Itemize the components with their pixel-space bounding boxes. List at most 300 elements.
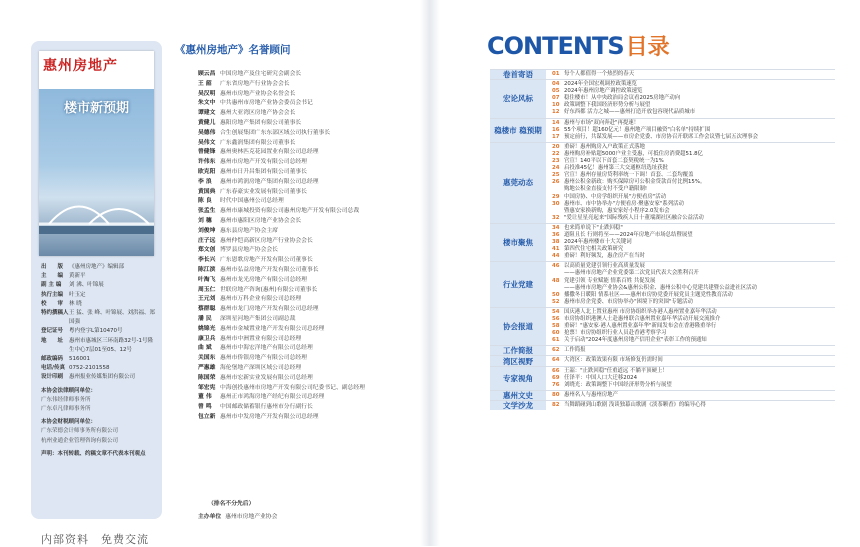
toc-item[interactable] [552,215,835,222]
masthead-info [41,263,157,459]
toc-section-label: 宏论风标 [490,80,546,117]
advisor-role: 广东省房地产行业协会会长 [220,80,290,87]
contents-title [487,30,670,61]
toc-item[interactable] [552,270,835,277]
advisor-name: 李 浪 [198,178,212,185]
advisor-role: 惠州市弘益房地产开发有限公司董事长 [220,266,319,273]
toc-section-label: 楼市聚焦 [490,224,546,261]
masthead-row [41,373,157,382]
advisor-row [198,119,398,129]
advisor-row [198,129,398,139]
toc-page-number [552,186,564,193]
masthead-row [41,272,157,281]
advisor-row [198,403,398,413]
advisor-name: 张孟生 [198,208,216,215]
advisor-name: 董 伟 [198,394,212,401]
toc-item-title: 暨惠安家换新购，惠安家好小程序2.0发布会 [564,207,670,214]
masthead-row [41,309,157,327]
advisor-row [198,237,398,247]
advisory-list [198,70,398,423]
toc-page-number: 12 [552,109,560,116]
advisor-name: 朱文中 [198,100,216,107]
advisor-role: 惠州市中发房地产开发有限公司总经理 [220,413,319,420]
toc-item-title: 当舞蹈碰到山歌剧 浅谈独幕山歌剧《淡茶颗香》的编导心得 [564,401,706,408]
advisor-name: 谭建文 [198,110,216,117]
toc-item[interactable] [552,299,835,306]
toc-item[interactable] [552,382,835,389]
toc-item-title: 2024年惠州楼市十大关键词 [564,239,632,246]
toc-item[interactable] [552,278,835,285]
advisor-row [198,305,398,315]
advisor-role: 惠州正市鸿海房地产经纪有限公司总经理 [220,394,325,401]
advisor-row [198,188,398,198]
masthead-key: 主 编 [41,273,64,280]
toc-section-items [546,401,835,410]
advisor-name: 曲 斌 [198,345,212,352]
toc-item-title: 中国房协、中房学组织开展"方便看房"活动 [564,193,666,200]
toc-item-title: 刘晓光：政策调整下中国经济形势分析与展望 [564,381,672,388]
toc-item-title: 道阻且长 行则将至——2024年房地产市场总结暨展望 [564,231,693,238]
table-of-contents [490,69,835,410]
advisor-role: 惠州市万科企业有限公司总经理 [220,296,302,303]
organizer-name: 惠州市房地产业协会 [225,514,278,520]
advisor-role: 惠州市中海宏洋地产有限公司总经理 [220,345,313,352]
advisor-row [198,197,398,207]
advisor-row [198,217,398,227]
toc-page-number: 20 [552,143,560,150]
toc-section [490,400,835,410]
toc-item-title: 官宣！140平以下首套二套契税统一为1% [564,158,664,165]
bridge-illustration [39,184,154,234]
masthead-row [41,300,157,309]
organizer-label: 主办单位 [198,514,222,520]
advisor-role: 深圳星河地产集团公司副总裁 [220,315,296,322]
advisor-name: 曾健锋 [198,149,216,156]
toc-item-title: 重磅！利好频发，惠企房产在当时 [564,253,645,260]
toc-section-label: 卷首寄语 [490,70,546,79]
toc-item-title: "爱让星星亮起来"国际残疾人日十董端湖社区融合公益活动 [564,214,704,221]
advisor-row [198,168,398,178]
advisor-row [198,80,398,90]
toc-item-title: 2024年全国宏观调控政策速览 [564,81,638,88]
masthead-key: 特约撰稿人 [41,310,69,317]
toc-section [490,261,835,307]
advisor-row [198,246,398,256]
toc-section-items [546,119,835,142]
legal-advisor-2: 广东卓凡律师事务所 [41,406,91,413]
advisor-role: 广东春豪实业发展有限公司董事长 [220,188,307,195]
toc-item[interactable] [552,186,835,193]
advisor-row [198,295,398,305]
toc-section-items [546,367,835,390]
advisor-name: 康卫兵 [198,335,216,342]
toc-item[interactable] [552,368,835,375]
toc-item-title: 工作简报 [564,347,586,354]
organizer [198,511,277,520]
toc-item[interactable] [552,375,835,382]
toc-item-title: 以高质量党建引领行业高质量发展 [564,263,645,270]
advisor-role: 世联房地产咨询(惠州)有限公司董事长 [220,286,318,293]
toc-item-title: ——惠州市房地产业协会&惠州公积金、惠州公积中心党建共建暨公益进社区活动 [564,284,757,291]
toc-section-label: 湾区视野 [490,356,546,365]
toc-item-title: 也来简单说下"止跌回稳" [564,224,623,231]
toc-page-number [552,270,564,277]
toc-item[interactable] [552,144,835,151]
advisor-row [198,384,398,394]
advisor-name: 刘俊坤 [198,227,216,234]
advisor-row [198,315,398,325]
advisor-role: 时代中国惠州公司总经理 [220,198,284,205]
toc-section [490,345,835,355]
toc-section [490,307,835,345]
toc-item[interactable] [552,71,835,78]
toc-item-title: 购地公积金直接支付不受户籍限制! [564,186,648,193]
finance-advisor-1: 广东荣德会计师事务所有限公司 [41,428,119,435]
toc-page-number: 64 [552,357,560,364]
masthead-key: 校 审 [41,300,64,307]
toc-page-number: 01 [552,71,560,77]
toc-page-number: 62 [552,347,560,354]
advisor-role: 惠州市惠阳区房地产业协会会长 [220,217,302,224]
toc-item-title: 2024年惠州房地产调控政策速览 [564,88,643,95]
advisor-row [198,207,398,217]
toc-item[interactable] [552,151,835,158]
masthead-key: 设计印刷 [41,374,64,381]
toc-page-number: 07 [552,95,560,102]
advisor-name: 王 韶 [198,80,212,87]
toc-page-number: 34 [552,224,560,231]
masthead-value: 《惠州房地产》编辑部 [69,264,125,270]
advisor-name: 曾 鸣 [198,404,212,411]
advisor-name: 吴伟文 [198,139,216,146]
toc-item-title: 政策调整下我国经济形势分析与展望 [564,102,651,109]
toc-item[interactable] [552,201,835,208]
advisor-role: 博罗县房地产协会会长 [220,247,278,254]
masthead-card [31,41,162,546]
advisor-role: 广东鑫润集团有限公司董事长 [220,139,296,146]
masthead-value: 黄新平 [69,273,86,280]
toc-page-number: 38 [552,239,560,246]
advisor-row [198,266,398,276]
masthead-value: 刘 沸、叶锦展 [69,282,104,289]
toc-page-number [552,208,564,215]
toc-item-title: 国庆港人北上置业惠州 市房协组织举办港人惠州置业嘉年华活动 [564,308,717,315]
toc-item-title: 关于启动"2024年度惠州房地产信用企业"表彰工作的预通知 [564,337,707,344]
advisor-name: 顾云昌 [198,71,216,77]
toc-item-title: 重磅！"惠安家·港人惠州置业嘉年华"新闻发布会在香港隆重举行 [564,323,717,330]
advisor-role: 惠州市房地产开发有限公司总经理 [220,159,307,166]
masthead-key: 电话/传真 [41,365,66,372]
advisor-role: 惠州市龙光房地产有限公司总经理 [220,276,307,283]
toc-page-number: 60 [552,330,560,337]
toc-item[interactable] [552,285,835,292]
advisor-name: 刘 穗 [198,217,212,224]
advisor-name: 邹宏宪 [198,384,216,391]
toc-page-number: 46 [552,263,560,270]
toc-item-title: 抢票！市房协组织行业人员赴香港考察学习 [564,330,667,337]
masthead-row [41,291,157,300]
toc-page-number: 82 [552,401,560,408]
advisor-row [198,70,398,80]
toc-item[interactable] [552,253,835,260]
toc-item[interactable] [552,120,835,127]
masthead-key: 邮政编码 [41,356,64,363]
toc-page-number: 36 [552,231,560,238]
advisor-role: 惠东县房地产协会主席 [220,227,278,234]
toc-page-number: 24 [552,165,560,172]
toc-section-label: 稳楼市 稳预期 [490,119,546,142]
advisor-name: 陈国荣 [198,374,216,381]
advisor-row [198,139,398,149]
advisor-role: 惠阳房地产集团有限公司董事长 [220,119,302,126]
toc-section [490,118,835,142]
toc-section-items [546,143,835,223]
toc-page-number: 16 [552,126,560,133]
toc-item[interactable] [552,208,835,215]
toc-page-number: 50 [552,291,560,298]
toc-item[interactable] [552,337,835,344]
toc-item-title: 播撒冬日暖阳 情系社区——惠州市房协党委开展党员主题党性教育活动 [564,291,733,298]
toc-section-items [546,262,835,307]
magazine-cover [39,51,154,256]
toc-page-number: 14 [552,119,560,126]
toc-page-number: 76 [552,381,560,388]
toc-item[interactable] [552,309,835,316]
finance-advisor-2: 杭州业通企业管理咨询有限公司 [41,437,119,444]
advisor-row [198,256,398,266]
toc-page-number: 30 [552,200,560,207]
toc-section [490,223,835,261]
toc-page-number: 29 [552,193,560,200]
masthead-value: 516001 [69,356,90,363]
statement: 声明：本刊转载、约稿文章不代表本刊观点 [41,450,146,457]
toc-item-title: 好东西都 活力之城——惠州打造开放包容现代品质城市 [564,109,696,116]
toc-item-title: 惠州市、市中协举办"方便看房·聚惠安家"系列活动 [564,200,684,207]
toc-section [490,142,835,223]
toc-section-items [546,308,835,345]
toc-page-number: 66 [552,367,560,374]
advisor-name: 叶淘飞 [198,276,216,283]
toc-item[interactable] [552,127,835,134]
cover-headline: 楼市新预期 [63,101,129,116]
toc-section-label: 惠莞动态 [490,143,546,223]
advisor-name: 黄国典 [198,188,216,195]
advisor-role: 海伦堡地产深圳区域公司总经理 [220,364,302,371]
advisor-row [198,286,398,296]
toc-item-title: 预定前行，共谋发展——市房企党委、市房协召开联席工作会议暨七届五次理事会 [564,133,759,140]
toc-item-title: 王韶："止跌回稳"任重道远 不躺平顶硬上！ [564,367,668,374]
masthead-value: 叶玉定 [69,291,86,298]
advisor-row [198,335,398,345]
toc-page-number: 32 [552,214,560,221]
advisor-row [198,374,398,384]
toc-page-number: 61 [552,337,560,344]
advisor-row [198,325,398,335]
toc-item-title: 市房协组织港澳人士赴惠州联合惠州置业嘉年华活动开展交流推介 [564,316,721,322]
toc-page-number: 44 [552,253,560,260]
advisor-name: 姚锦光 [198,325,216,332]
toc-item-title: 惠州购房补贴超5000户业主受惠，可抵住房消费超51.8亿 [564,150,703,157]
advisor-role: 中国邮政储蓄银行惠州市分行副行长 [220,404,313,411]
toc-page-number: 41 [552,246,560,253]
advisor-row [198,364,398,374]
advisor-row [198,109,398,119]
toc-section-items [546,70,835,79]
masthead-value: 惠州报业传媒集团有限公司 [69,374,136,381]
legal-advisor-title: 本协会法律顾问单位： [41,387,97,394]
toc-page-number [552,285,564,292]
advisor-role: 惠州奥林匹克花园置业有限公司总经理 [220,149,319,156]
toc-section [490,355,835,365]
toc-item[interactable] [552,347,835,354]
advisor-name: 许伟东 [198,159,216,166]
advisor-name: 吴汉明 [198,90,216,97]
advisor-role: 惠州市房地产业协会名誉会长 [220,90,296,97]
advisor-name: 潘 民 [198,315,212,322]
legal-advisor-1: 广东伟经律师事务所 [41,396,91,403]
advisor-row [198,178,398,188]
toc-page-number: 69 [552,374,560,381]
advisory-note: （排名不分先后） [208,501,255,507]
toc-item-title: 惠州与市场"双向奔赴"再提速！ [564,119,640,126]
page-spine [420,0,440,546]
toc-section [490,69,835,79]
advisor-row [198,90,398,100]
toc-item-title: 惠州市房企党委、市房协举办"困境下的突围"专题活动 [564,298,693,305]
advisor-name: 王元刘 [198,296,216,303]
masthead-value: 王 猛、张 峰、叶锦展、刘洪福、郑国强 [69,310,155,326]
masthead-row [41,364,157,373]
masthead-value: 粤内登字L第10470号 [69,328,123,335]
advisor-name: 欧克阳 [198,168,216,175]
advisor-name: 蔡群聪 [198,306,216,313]
advisor-role: 中海创投惠州市房地产开发有限公司纪委书记、副总经理 [220,384,365,391]
toc-section-label: 工作简报 [490,346,546,355]
toc-section-items [546,224,835,261]
toc-item-title: 官宣！惠州存量房贷利率统一下调！首套、二套均覆盖 [564,172,694,179]
advisor-role: 中共惠州市房地产业协会委员会书记 [220,100,313,107]
advisor-row [198,276,398,286]
toc-item[interactable] [552,402,835,409]
toc-item-title: 任泽平：中国人口大迁移2024 [564,374,638,381]
contents-title-zh: 目录 [625,35,670,60]
advisor-name: 吴德伟 [198,129,216,136]
advisor-role: 惠州市鸿润房地产集团有限公司总经理 [220,178,319,185]
advisor-role: 惠州大亚湾区房地产协会会长 [220,110,296,117]
toc-section-items [546,356,835,365]
toc-section-label: 专家视角 [490,367,546,390]
advisor-row [198,148,398,158]
advisor-role: 惠州市日升昌集团有限公司董事长 [220,168,307,175]
advisor-role: 惠州市金城置业地产开发有限公司总经理 [220,325,325,332]
toc-section-label: 协会报道 [490,308,546,345]
advisor-row [198,344,398,354]
advisor-row [198,354,398,364]
toc-page-number: 25 [552,172,560,179]
masthead-key: 登记证号 [41,328,64,335]
toc-item-title: 大湾区：政策效果有限 市场修复仍需时间 [564,357,663,364]
finance-advisor-title: 本协会财税顾问单位： [41,419,97,426]
toc-item[interactable] [552,134,835,141]
toc-section-items [546,391,835,400]
toc-item-title: ——惠州市房地产企业党委第二次党员代表大会胜利召开 [564,270,699,277]
toc-item-title: 55个项目！超160亿元！惠州地产项目融资"白名单"持续扩围 [564,126,711,133]
advisor-role: 广东恩歌房地产开发有限公司董事长 [220,257,313,264]
toc-section [490,79,835,117]
masthead-key: 执行主编 [41,291,64,298]
advisor-name: 周玉仁 [198,286,216,293]
toc-page-number: 26 [552,179,560,186]
toc-item-title: 每个人都值得一个热烈的春天 [564,71,635,77]
advisor-role: 惠州市宏新实业发展有限公司总经理 [220,374,313,381]
advisor-role: 惠州仲恺高新区房地产行业协会会长 [220,237,313,244]
advisor-name: 庄子远 [198,237,216,244]
advisor-role: 惠州市侨银房地产有限公司总经理 [220,355,307,362]
toc-section [490,390,835,400]
toc-section-label: 行业党建 [490,262,546,307]
advisor-row [198,227,398,237]
toc-item-title: 惠州公积金新政：购买保障房可公积金贷款首付比例15%。 [564,179,706,186]
masthead-row [41,337,157,355]
masthead-row [41,263,157,272]
toc-item[interactable] [552,357,835,364]
masthead-value: 林 晓 [69,300,82,307]
toc-page-number: 23 [552,158,560,165]
advisor-name: 陈江滨 [198,266,216,273]
advisor-role: 惠州市中洲置业有限公司总经理 [220,335,302,342]
advisor-name: 陈 良 [198,198,212,205]
toc-page-number: 52 [552,298,560,305]
toc-item[interactable] [552,109,835,116]
masthead-row [41,281,157,290]
toc-section-label: 惠州文史 [490,391,546,400]
masthead-row [41,355,157,364]
advisor-role: 合生创展集团广东东部区域公司执行董事长 [220,129,331,136]
toc-page-number: 80 [552,391,560,398]
advisor-name: 包立新 [198,413,216,420]
toc-page-number: 58 [552,323,560,330]
advisory-title: 《惠州房地产》名誉顾问 [175,44,291,56]
advisor-role: 惠州市龙门房地产开发有限公司总经理 [220,306,319,313]
masthead-key: 副 主 编 [41,282,62,289]
toc-page-number: 48 [552,277,560,284]
advisor-name: 李长兴 [198,257,216,264]
toc-item-title: 惠州名人与惠州房地产 [564,391,618,398]
magazine-logo: 惠州房地产 [43,58,118,74]
toc-page-number: 22 [552,150,560,157]
toc-item[interactable] [552,392,835,399]
advisor-role: 中国房地产及住宅研究会副会长 [220,71,302,77]
advisor-role: 惠州市康城投资有限公司惠州房地产开发有限公司总裁 [220,208,360,215]
advisor-row [198,393,398,403]
toc-item-title: 党建引领 专业赋能 情系百姓 共促发展 [564,277,656,284]
toc-page-number: 05 [552,88,560,95]
toc-item-title: 启投准45亿！惠州第三大交通枢纽选址获批 [564,165,668,172]
toc-item[interactable] [552,225,835,232]
toc-page-number: 56 [552,316,560,322]
contents-title-en: CONTENTS [487,32,624,60]
advisor-row [198,99,398,109]
toc-item[interactable] [552,194,835,201]
advisor-row [198,158,398,168]
internal-note: 内部资料 免费交流 [41,533,149,546]
masthead-row [41,327,157,336]
toc-page-number: 10 [552,102,560,109]
toc-item[interactable] [552,292,835,299]
toc-item-title: 重磅！惠州购房入户政策正式落地 [564,143,645,150]
toc-item[interactable] [552,232,835,239]
masthead-value: 惠州市惠城区三环南路32号-1号隆生中心7层01至05、12号 [69,337,153,353]
